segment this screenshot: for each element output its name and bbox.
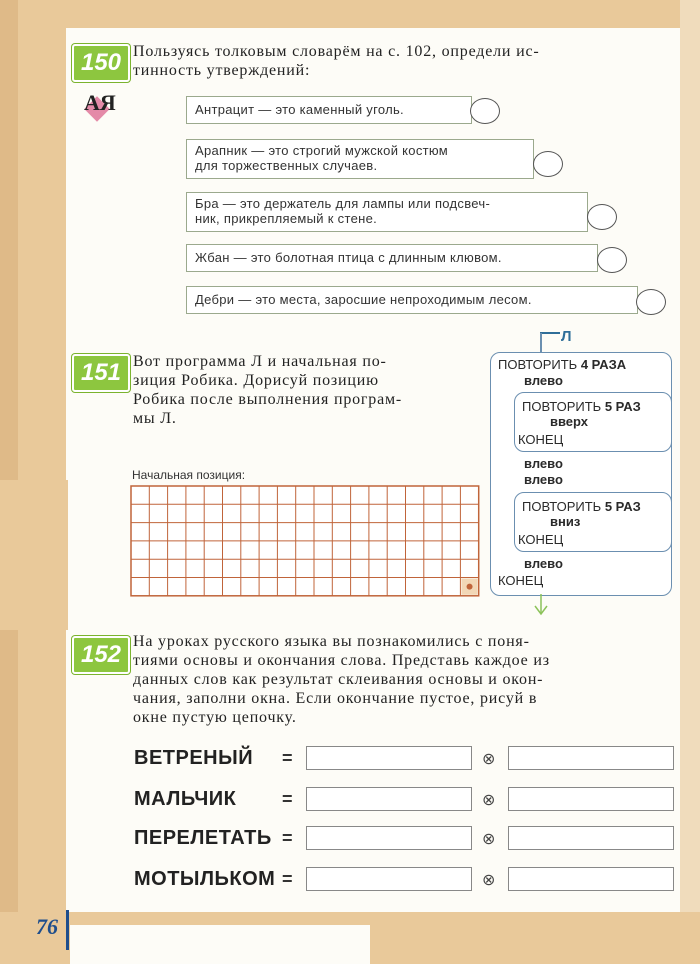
stem-field-2[interactable]: [306, 787, 472, 811]
exercise-152-line1: На уроках русского языка вы познакомились с поня-: [133, 633, 530, 650]
exercise-150-badge: 150: [72, 44, 130, 82]
page-top-border: [0, 0, 700, 28]
word-3: ПЕРЕЛЕТАТЬ: [134, 827, 272, 849]
page-number-divider: [66, 910, 69, 950]
exercise-151-line1: Вот программа Л и начальная по-: [133, 353, 387, 370]
cmd-left-1: влево: [524, 373, 563, 388]
robot-position-marker: [467, 584, 473, 590]
word-4: МОТЫЛЬКОМ: [134, 868, 276, 890]
ending-field-4[interactable]: [508, 867, 674, 891]
inner2-end: КОНЕЦ: [518, 532, 564, 547]
program-exit-arrow-icon: [533, 594, 549, 618]
equals-1: =: [282, 748, 293, 768]
statement-1-text: Антрацит — это каменный уголь.: [195, 102, 404, 117]
inner2-repeat: [522, 499, 641, 514]
ending-field-2[interactable]: [508, 787, 674, 811]
statement-3-line2: ник, прикрепляемый к стене.: [195, 211, 378, 226]
outer-repeat-count: 4 РАЗА: [580, 357, 627, 372]
inner1-repeat-count: 5 РАЗ: [604, 399, 641, 414]
word-1: ВЕТРЕНЫЙ: [134, 747, 254, 769]
equals-4: =: [282, 869, 293, 889]
program-name: Л: [561, 328, 572, 345]
grid-label: Начальная позиция:: [132, 468, 246, 482]
inner1-repeat-keyword: ПОВТОРИТЬ: [522, 399, 602, 414]
dictionary-icon-letters: АЯ: [84, 90, 116, 115]
program-block: [490, 352, 672, 596]
statement-1-answer-circle[interactable]: [470, 98, 500, 124]
outer-repeat-keyword: ПОВТОРИТЬ: [498, 357, 578, 372]
statement-2-answer-circle[interactable]: [533, 151, 563, 177]
inner2-repeat-count: 5 РАЗ: [604, 499, 641, 514]
exercise-151-text: [133, 352, 473, 428]
statement-4: [186, 244, 598, 272]
page-right-margin: [680, 0, 700, 920]
ending-field-3[interactable]: [508, 826, 674, 850]
inner2-cmd: вниз: [550, 514, 581, 529]
cmd-left-3: влево: [524, 472, 563, 487]
outer-end: КОНЕЦ: [498, 573, 544, 588]
exercise-152-line4: чания, заполни окна. Если окончание пустое, рисуй в: [133, 690, 538, 707]
statement-3-line1: Бра — это держатель для лампы или подсвеч-: [195, 196, 491, 211]
robot-grid[interactable]: [130, 485, 482, 599]
page-bottom-white: [70, 925, 370, 964]
statement-4-answer-circle[interactable]: [597, 247, 627, 273]
exercise-152-line3: данных слов как результат склеивания основы и окон-: [133, 671, 544, 688]
ending-field-1[interactable]: [508, 746, 674, 770]
dictionary-icon: [84, 88, 118, 122]
outer-repeat: [498, 357, 626, 372]
statement-4-text: Жбан — это болотная птица с длинным клювом.: [195, 250, 502, 265]
glue-icon: ⊗: [482, 831, 496, 848]
exercise-152-badge: 152: [72, 636, 130, 674]
exercise-150-text: [133, 42, 673, 80]
glue-icon: ⊗: [482, 751, 496, 768]
stem-field-1[interactable]: [306, 746, 472, 770]
page-number: 76: [36, 914, 58, 939]
inner1-end: КОНЕЦ: [518, 432, 564, 447]
statement-5: [186, 286, 638, 314]
statement-1: [186, 96, 472, 124]
exercise-151-line3: Робика после выполнения програм-: [133, 391, 403, 408]
word-2: МАЛЬЧИК: [134, 788, 237, 810]
glue-icon: ⊗: [482, 792, 496, 809]
equals-2: =: [282, 789, 293, 809]
statement-5-answer-circle[interactable]: [636, 289, 666, 315]
exercise-150-line1: Пользуясь толковым словарём на с. 102, определи ис-: [133, 43, 540, 60]
exercise-151-line2: зиция Робика. Дорисуй позицию: [133, 372, 379, 389]
statement-2-line1: Арапник — это строгий мужской костюм: [195, 143, 449, 158]
glue-icon: ⊗: [482, 872, 496, 889]
statement-3: [186, 192, 588, 232]
statement-3-answer-circle[interactable]: [587, 204, 617, 230]
inner2-repeat-keyword: ПОВТОРИТЬ: [522, 499, 602, 514]
cmd-left-4: влево: [524, 556, 563, 571]
cmd-left-2: влево: [524, 456, 563, 471]
statement-2: [186, 139, 534, 179]
program-name-line: [540, 332, 560, 334]
equals-3: =: [282, 828, 293, 848]
exercise-152-line5: окне пустую цепочку.: [133, 709, 297, 726]
inner1-cmd: вверх: [550, 414, 589, 429]
statement-5-text: Дебри — это места, заросшие непроходимым лесом.: [195, 292, 532, 307]
stem-field-3[interactable]: [306, 826, 472, 850]
exercise-151-line4: мы Л.: [133, 410, 177, 427]
exercise-152-text: [133, 632, 673, 727]
exercise-150-line2: тинность утверждений:: [133, 62, 311, 79]
inner1-repeat: [522, 399, 641, 414]
exercise-152-line2: тиями основы и окончания слова. Представь каждое из: [133, 652, 550, 669]
statement-2-line2: для торжественных случаев.: [195, 158, 378, 173]
exercise-151-badge: 151: [72, 354, 130, 392]
stem-field-4[interactable]: [306, 867, 472, 891]
